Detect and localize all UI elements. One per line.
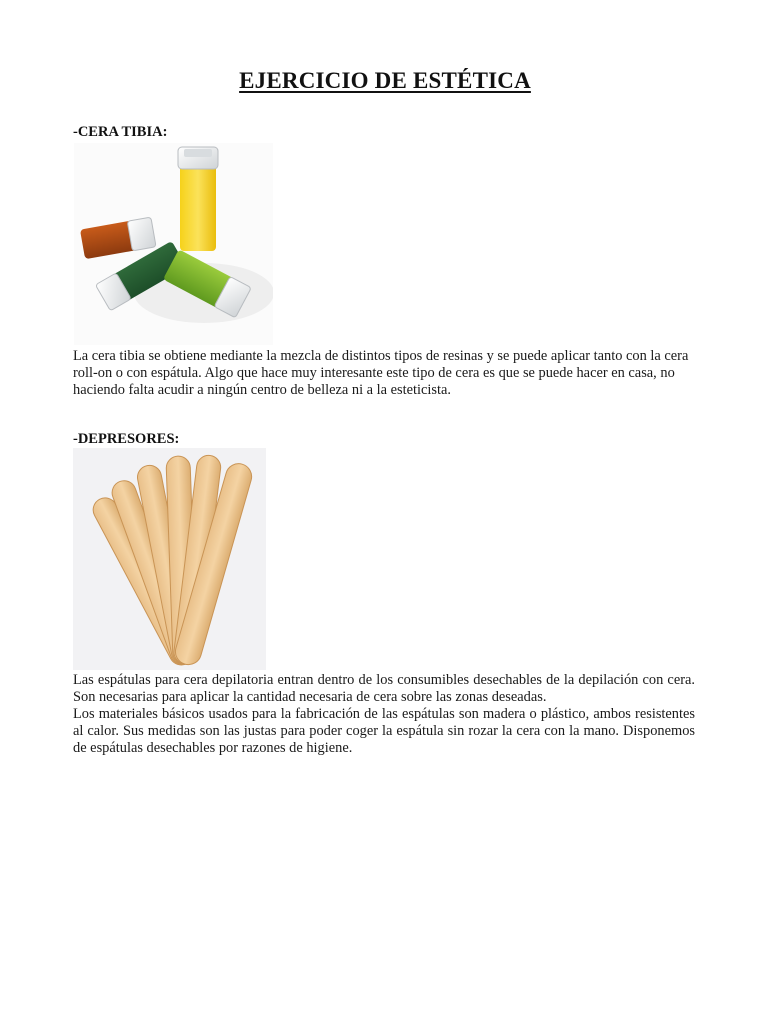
section-heading-depresores: -DEPRESORES: (73, 431, 180, 447)
wax-cartridges-image (74, 143, 273, 345)
wooden-spatulas-image (73, 448, 266, 670)
section-paragraph-cera-tibia (73, 348, 695, 399)
section-heading-cera-tibia: -CERA TIBIA: (73, 124, 168, 140)
paragraph-text: La cera tibia se obtiene mediante la mezcla de distintos tipos de resinas y se puede aplicar tanto con la cera roll-on o con espátula. Algo que hace muy interesante este tipo de cera es que se puede hacer en casa, no haciendo falta acudir a ningún centro de belleza ni a la esteticista. (73, 348, 689, 398)
document-title: EJERCICIO DE ESTÉTICA (239, 68, 531, 93)
section-paragraph-depresores (73, 672, 695, 757)
paragraph-text: Las espátulas para cera depilatoria entran dentro de los consumibles desechables de la depilación con cera. Son necesarias para aplicar la cantidad necesaria de cera sobre las zonas deseadas. (73, 672, 695, 705)
paragraph-text: Los materiales básicos usados para la fabricación de las espátulas son madera o plástico, ambos resistentes al calor. Sus medidas son las justas para poder coger la espátula sin rozar la cera con la mano. Disponemos de espátulas desechables por razones de higiene. (73, 706, 695, 756)
